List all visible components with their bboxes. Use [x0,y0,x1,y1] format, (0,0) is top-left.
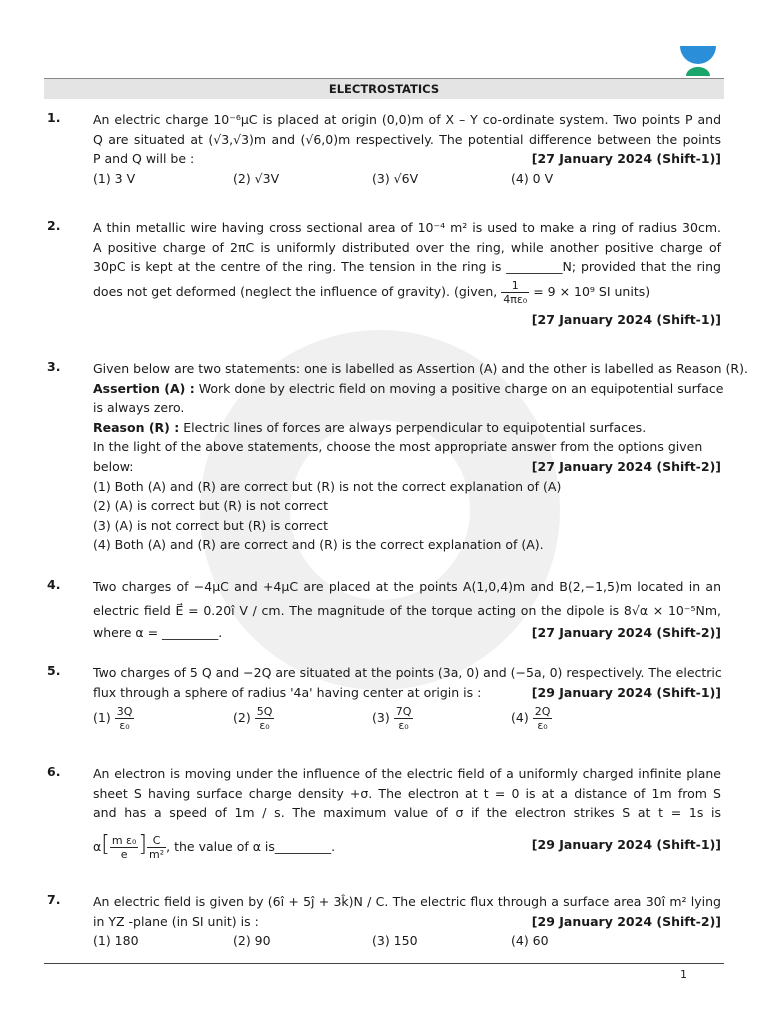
option: (4) 60 [511,933,549,949]
option: (1) Both (A) and (R) are correct but (R) is not the correct explanation of (A) [93,478,562,494]
option: (1) 180 [93,933,139,949]
question-number: 5. [47,663,61,678]
question-text: in YZ -plane (in SI unit) is : [93,913,259,929]
options-row [93,931,721,953]
option: (4) $\frac{2Q}{\text{ε₀}}$ [511,705,551,733]
option: (2) √3V [233,170,280,186]
brand-logo-icon [676,44,720,76]
reason-label: Reason (R) : [93,419,180,435]
assertion-text: Work done by electric field on moving a positive charge on an equipotential surface [194,380,724,396]
question-text: A positive charge of 2πC is uniformly distributed over the ring, while another positive charge of [93,239,721,255]
question-text: and has a speed of 1m / s. The maximum value of σ if the electron strikes S at t = 1s is [93,805,721,821]
option: (3) √6V [372,170,419,186]
question-text: 30pC is kept at the centre of the ring. The tension in the ring is _________N; provided that the ring [93,259,721,275]
option: (3) $\frac{7Q}{\text{ε₀}}$ [372,705,412,733]
alpha-symbol: α [93,838,102,854]
question-text: Two charges of 5 Q and −2Q are situated at the points (3a, 0) and (−5a, 0) respectively. The electric [93,665,722,680]
question-text: = 9 × 10⁹ SI units) [533,283,651,299]
question-source: [29 January 2024 (Shift-1)] [531,836,721,852]
question-number: 7. [47,892,61,907]
assertion-text: is always zero. [93,400,185,416]
question-text: Two charges of −4μC and +4μC are placed at the points A(1,0,4)m and B(2,−1,5)m located in an [93,579,721,594]
section-header [44,78,724,99]
option: (4) 0 V [511,170,554,186]
question-text: An electric field is given by (6î + 5ĵ + 3k̂)N / C. The electric flux through a surface area 30î m² lying [93,894,721,909]
option: (3) 150 [372,933,418,949]
page-number: 1 [680,968,687,981]
question-number: 1. [47,110,61,125]
question-text: An electron is moving under the influence of the electric field of a uniformly charged infinite plane [93,766,721,781]
question-number: 2. [47,218,61,233]
option: (3) (A) is not correct but (R) is correct [93,517,328,533]
question-text: where α = _________. [93,625,223,640]
option: (4) Both (A) and (R) are correct and (R) is the correct explanation of (A). [93,537,544,553]
given-fraction: $\frac{1}{\text{4πε₀}}$ [503,278,528,306]
footer-divider [44,963,724,964]
question-source: [27 January 2024 (Shift-1)] [531,311,721,327]
question-text: does not get deformed (neglect the influence of gravity). (given, [93,283,498,299]
option: (2) 90 [233,933,271,949]
question-text: An electric charge 10⁻⁶μC is placed at origin (0,0)m of X – Y co-ordinate system. Two points P and [93,112,721,127]
option: (1) 3 V [93,170,136,186]
fraction: $\frac{C}{\text{m²}}$ [149,833,165,861]
question-source: [29 January 2024 (Shift-1)] [531,684,721,700]
question-source: [27 January 2024 (Shift-1)] [531,151,721,167]
question-text: A thin metallic wire having cross sectional area of 10⁻⁴ m² is used to make a ring of radius 30cm. [93,220,721,235]
question-number: 6. [47,764,61,779]
option: (2) (A) is correct but (R) is not correct [93,498,328,514]
question-number: 3. [47,359,61,374]
question-text: P and Q will be : [93,151,195,167]
options-row [93,169,721,191]
question-text: , the value of α is_________. [166,838,336,854]
options-row [93,705,721,741]
question-source: [27 January 2024 (Shift-2)] [531,458,721,474]
question-number: 4. [47,577,61,592]
option: (2) $\frac{5Q}{\text{ε₀}}$ [233,705,273,733]
question-source: [27 January 2024 (Shift-2)] [531,625,721,640]
fraction: $\frac{\text{m ε₀}}{e}$ [111,833,137,861]
question-text: sheet S having surface charge density +σ. The electron at t = 0 is at a distance of 1m from S [93,785,721,801]
question-text: In the light of the above statements, choose the most appropriate answer from the options given [93,439,703,455]
reason-text: Electric lines of forces are always perpendicular to equipotential surfaces. [179,419,647,435]
assertion-label: Assertion (A) : [93,380,195,396]
section-title: ELECTROSTATICS [328,82,440,96]
option: (1) $\frac{3Q}{\text{ε₀}}$ [93,705,133,733]
question-text: below: [93,458,134,474]
question-text: Given below are two statements: one is labelled as Assertion (A) and the other is labelled as Reason (R). [93,361,748,376]
question-text: Q are situated at (√3,√3)m and (√6,0)m respectively. The potential difference between the points [93,131,721,147]
question-text: electric field E⃗ = 0.20î V / cm. The magnitude of the torque acting on the dipole is 8√α × 10⁻⁵Nm, [93,603,721,618]
question-text: flux through a sphere of radius '4a' having center at origin is : [93,684,482,700]
question-source: [29 January 2024 (Shift-2)] [531,913,721,929]
